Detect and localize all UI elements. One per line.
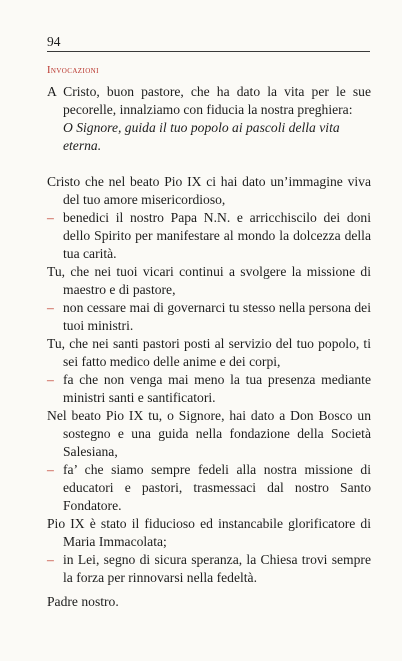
invocation-2 [47,263,371,335]
dash-mark: – [47,462,54,477]
closing-prayer: Padre nostro. [47,594,119,609]
invocation-petition [47,551,371,587]
invocation-statement: Tu, che nei santi pastori posti al servizio del tuo popolo, ti sei fatto medico delle anime e dei corpi, [47,336,371,369]
petition-text: in Lei, segno di sicura speranza, la Chiesa trovi sempre la forza per rinnovarsi nella fedeltà. [63,552,371,585]
intro-response: O Signore, guida il tuo popolo ai pascoli della vita eterna. [63,120,340,153]
invocation-statement: Nel beato Pio IX tu, o Signore, hai dato a Don Bosco un sostegno e una guida nella fondazione della Società Salesiana, [47,408,371,459]
dash-mark: – [47,552,54,567]
invocation-4 [47,407,371,515]
petition-text: fa’ che siamo sempre fedeli alla nostra missione di educatori e pastori, trasmessaci dal nostro Santo Fondatore. [63,462,371,513]
invocation-petition [47,461,371,515]
invocation-statement: Pio IX è stato il fiducioso ed instancabile glorificatore di Maria Immacolata; [47,516,371,549]
intro-block [47,83,371,155]
section-heading: Invocazioni [47,65,99,76]
invocation-3 [47,335,371,407]
closing-block [47,593,371,611]
invocation-petition [47,371,371,407]
invocation-statement: Tu, che nei tuoi vicari continui a svolgere la missione di maestro e di pastore, [47,264,371,297]
invocation-5 [47,515,371,587]
header-rule [47,51,370,52]
page-number: 94 [47,34,61,49]
invocation-petition [47,209,371,263]
dash-mark: – [47,372,54,387]
invocation-1 [47,173,371,263]
dash-mark: – [47,210,54,225]
petition-text: fa che non venga mai meno la tua presenza mediante ministri santi e santificatori. [63,372,371,405]
invocation-petition [47,299,371,335]
petition-text: benedici il nostro Papa N.N. e arricchiscilo dei doni dello Spirito per manifestare al mondo la dolcezza della tua carità. [63,210,371,261]
dash-mark: – [47,300,54,315]
petition-text: non cessare mai di governarci tu stesso nella persona dei tuoi ministri. [63,300,371,333]
intro-text: A Cristo, buon pastore, che ha dato la vita per le sue pecorelle, innalziamo con fiducia la nostra preghiera: [47,84,371,117]
invocation-statement: Cristo che nel beato Pio IX ci hai dato un’immagine viva del tuo amore misericordioso, [47,174,371,207]
